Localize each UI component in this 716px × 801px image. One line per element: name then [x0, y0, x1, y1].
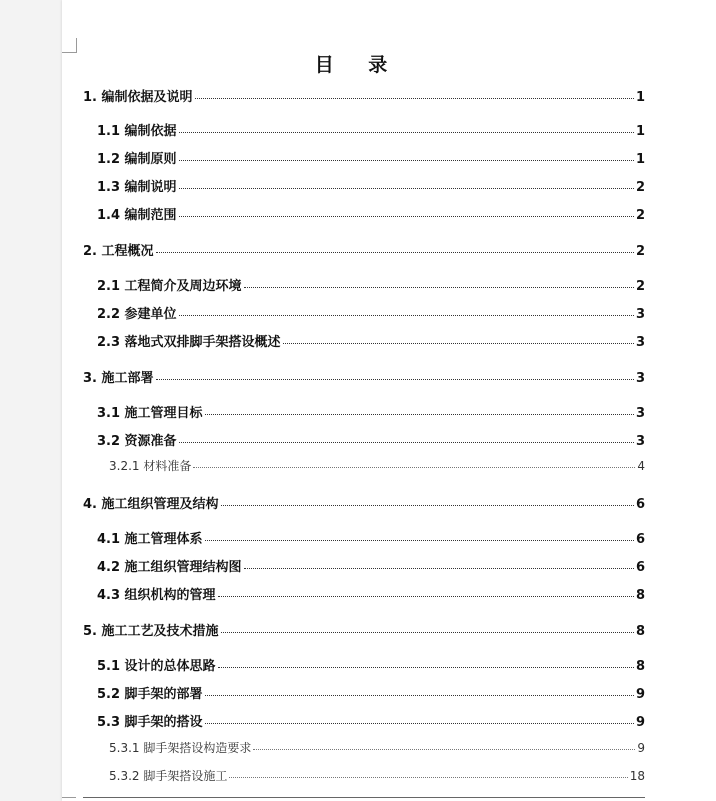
toc-entry[interactable]: [97, 275, 645, 293]
toc-entry-page-number: 8: [635, 588, 645, 603]
toc-entry-label: 5.3 脚手架的搭设: [97, 715, 203, 730]
toc-entry[interactable]: [83, 240, 645, 258]
toc-leader-dots: [179, 123, 634, 133]
toc-entry-label: 1.3 编制说明: [97, 180, 177, 195]
crop-mark-bottom-left: [62, 797, 76, 798]
toc-leader-dots: [218, 658, 634, 668]
toc-entry-label: 5. 施工工艺及技术措施: [83, 624, 219, 639]
toc-entry[interactable]: [109, 767, 645, 785]
toc-entry-label: 1.2 编制原则: [97, 152, 177, 167]
toc-entry-label: 5.1 设计的总体思路: [97, 659, 216, 674]
toc-entry[interactable]: [97, 683, 645, 701]
toc-leader-dots: [229, 768, 627, 778]
toc-entry[interactable]: [97, 303, 645, 321]
toc-entry[interactable]: [97, 148, 645, 166]
toc-entry-page-number: 2: [635, 279, 645, 294]
toc-leader-dots: [179, 151, 634, 161]
toc-entry[interactable]: [109, 739, 645, 757]
toc-leader-dots: [179, 306, 634, 316]
toc-entry-label: 3.2.1 材料准备: [109, 459, 192, 473]
toc-entry-page-number: 3: [635, 307, 645, 322]
toc-entry-page-number: 9: [637, 741, 645, 755]
toc-leader-dots: [205, 714, 634, 724]
toc-entry[interactable]: [97, 176, 645, 194]
toc-entry-label: 5.3.2 脚手架搭设施工: [109, 769, 228, 783]
toc-entry-page-number: 3: [635, 371, 645, 386]
toc-entry[interactable]: [83, 493, 645, 511]
toc-entry[interactable]: [97, 655, 645, 673]
toc-entry-page-number: 6: [635, 497, 645, 512]
toc-entry-page-number: 6: [635, 560, 645, 575]
toc-entry[interactable]: [97, 556, 645, 574]
toc-leader-dots: [195, 89, 634, 99]
toc-entry[interactable]: [83, 367, 645, 385]
toc-entry[interactable]: [97, 430, 645, 448]
toc-leader-dots: [156, 370, 634, 380]
toc-leader-dots: [156, 243, 634, 253]
page-bottom-rule: [83, 797, 645, 798]
toc-leader-dots: [179, 207, 634, 217]
toc-entry-label: 4.3 组织机构的管理: [97, 588, 216, 603]
toc-entry[interactable]: [97, 331, 645, 349]
toc-entry-page-number: 18: [629, 769, 645, 783]
toc-entry-page-number: 3: [635, 335, 645, 350]
toc-entry[interactable]: [97, 584, 645, 602]
toc-entry-page-number: 2: [635, 244, 645, 259]
toc-entry[interactable]: [97, 402, 645, 420]
toc-leader-dots: [221, 496, 634, 506]
toc-leader-dots: [205, 686, 634, 696]
toc-entry-page-number: 2: [635, 208, 645, 223]
toc-entry[interactable]: [97, 120, 645, 138]
toc-entry-page-number: 8: [635, 624, 645, 639]
toc-leader-dots: [205, 531, 634, 541]
toc-entry[interactable]: [97, 204, 645, 222]
toc-entry-label: 1.1 编制依据: [97, 124, 177, 139]
toc-entry-label: 4.1 施工管理体系: [97, 532, 203, 547]
toc-entry-page-number: 6: [635, 532, 645, 547]
toc-entry-page-number: 1: [635, 90, 645, 105]
toc-entry-page-number: 8: [635, 659, 645, 674]
toc-entry-page-number: 2: [635, 180, 645, 195]
toc-entry-page-number: 9: [635, 715, 645, 730]
toc-entry-page-number: 3: [635, 434, 645, 449]
toc-leader-dots: [179, 433, 634, 443]
toc-entry-label: 3.2 资源准备: [97, 434, 177, 449]
toc-entry-label: 4. 施工组织管理及结构: [83, 497, 219, 512]
toc-entry-label: 2. 工程概况: [83, 244, 154, 259]
toc-leader-dots: [253, 740, 635, 750]
toc-entry-label: 3. 施工部署: [83, 371, 154, 386]
toc-entry-page-number: 1: [635, 152, 645, 167]
toc-entry-label: 5.2 脚手架的部署: [97, 687, 203, 702]
toc-title: 目 录: [314, 54, 402, 76]
toc-entry-label: 2.1 工程简介及周边环境: [97, 279, 242, 294]
toc-leader-dots: [205, 405, 634, 415]
toc-entry-label: 1. 编制依据及说明: [83, 90, 193, 105]
toc-entry[interactable]: [109, 457, 645, 475]
toc-entry[interactable]: [97, 528, 645, 546]
toc-entry[interactable]: [83, 86, 645, 104]
toc-entry-page-number: 4: [637, 459, 645, 473]
toc-leader-dots: [283, 334, 634, 344]
toc-leader-dots: [221, 623, 634, 633]
toc-entry-label: 4.2 施工组织管理结构图: [97, 560, 242, 575]
toc-entry-page-number: 3: [635, 406, 645, 421]
toc-entry-label: 5.3.1 脚手架搭设构造要求: [109, 741, 252, 755]
toc-entry-label: 2.2 参建单位: [97, 307, 177, 322]
toc-entry-label: 1.4 编制范围: [97, 208, 177, 223]
toc-entry-label: 3.1 施工管理目标: [97, 406, 203, 421]
toc-leader-dots: [218, 587, 634, 597]
toc-entry[interactable]: [97, 711, 645, 729]
toc-leader-dots: [244, 559, 634, 569]
toc-leader-dots: [179, 179, 634, 189]
toc-entry-page-number: 1: [635, 124, 645, 139]
toc-leader-dots: [244, 278, 634, 288]
toc-entry-label: 2.3 落地式双排脚手架搭设概述: [97, 335, 281, 350]
toc-entry[interactable]: [83, 620, 645, 638]
toc-leader-dots: [193, 458, 635, 468]
toc-entry-page-number: 9: [635, 687, 645, 702]
